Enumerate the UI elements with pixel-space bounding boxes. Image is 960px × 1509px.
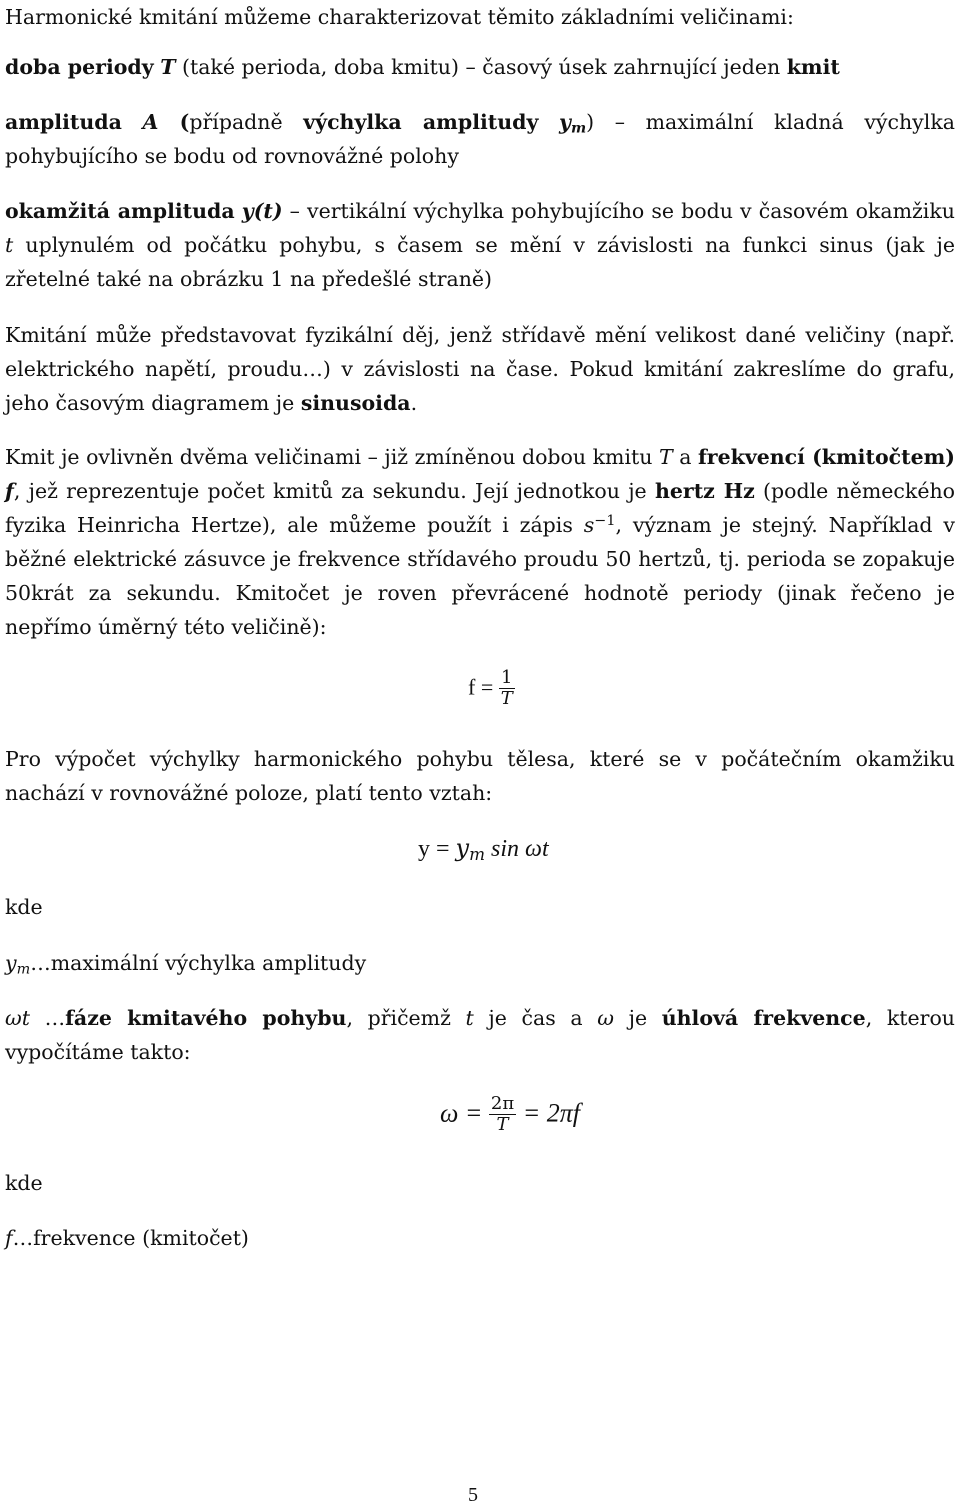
kde-1-text: kde [5,895,43,919]
kmit-sym-s: s [583,513,595,537]
formula1-fraction [499,668,515,709]
formula1-lhs: f = [468,674,499,700]
intro-text: Harmonické kmitání můžeme charakterizovat těmito základními veličinami: [5,5,794,29]
wt-text-3: je [613,1006,662,1030]
wt-sym-t: t [465,1006,474,1030]
kde-label-2 [5,1166,955,1200]
wt-definition [5,1001,955,1069]
instant-text-2: uplynulém od počátku pohybu, s časem se mění v závislosti na funkci sinus (jak je zřetelné také na obrázku 1 na předešlé straně) [5,233,955,291]
page-number: 5 [468,1484,478,1506]
period-text: (také perioda, doba kmitu) – časový úsek zahrnující jeden [175,55,787,79]
period-symbol: T [160,55,176,79]
kde-label-1 [5,890,955,924]
instant-sym-t: t [5,233,14,257]
instant-symbol: y(t) [241,199,283,223]
kmitani-paragraph [5,318,955,420]
amplitude-paren: ( [158,110,190,134]
instant-term: okamžitá amplituda [5,199,235,223]
uhlova-term: úhlová frekvence [661,1006,866,1030]
instant-text-1: – vertikální výchylka pohybujícího se bodu v časovém okamžiku [282,199,955,223]
formula-angular-frequency [440,1094,580,1135]
ym-y: y [5,951,17,975]
period-kmit: kmit [786,55,840,79]
wt-symbol: ωt [5,1006,30,1030]
amplitude-text: ) – maximální kladná výchylka pohybujícího se bodu od rovnovážné polohy [5,110,955,168]
amplitude-sym-y [559,110,587,137]
ym-text: …maximální výchylka amplitudy [30,951,367,975]
kmit-sym-T: T [659,445,673,469]
formula2-sub: m [469,844,486,865]
kmit-paragraph [5,440,955,644]
period-term: doba periody [5,55,154,79]
wt-text-1: , přičemž [346,1006,466,1030]
amplitude-y-sub: m [570,120,587,137]
f-symbol: f [5,1226,13,1250]
ym-sub: m [16,961,31,978]
kmitani-end: . [410,391,418,415]
kmit-sup: −1 [594,512,616,529]
wt-dots: … [29,1006,66,1030]
formula3-fraction [489,1094,516,1135]
amplitude-y: y [559,110,571,134]
amplitude-term: amplituda [5,110,122,134]
sinusoida-term: sinusoida [300,391,411,415]
kde-2-text: kde [5,1171,43,1195]
vypocet-text: Pro výpočet výchylky harmonického pohybu tělesa, které se v počátečním okamžiku nachází v rovnovážné poloze, platí tento vztah: [5,747,955,805]
frequency-term: frekvencí (kmitočtem) [697,445,955,469]
amplitude-alt-term: výchylka amplitudy [303,110,539,134]
kmit-text-3: , jež reprezentuje počet kmitů za sekundu. Její jednotkou je [13,479,655,503]
amplitude-symbol: A [142,110,159,134]
kmit-text-5: , význam je stejný. Například v běžné elektrické zásuvce je frekvence střídavého proudu 50 hertzů, tj. perioda se zopakuje 50krát za sekundu. Kmitočet je roven převrácené hodnotě periody (jinak řečeno je nepřímo úměrný této veličině): [5,513,956,639]
f-definition [5,1221,955,1255]
wt-text-2: je čas a [473,1006,598,1030]
f-text: …frekvence (kmitočet) [12,1226,249,1250]
kmit-text-4: (podle německého fyzika Heinricha Hertze), ale můžeme použít i zápis [5,479,956,537]
wt-sym-w: ω [597,1006,614,1030]
kmit-sym-f: f [5,479,14,503]
ym-definition [5,946,955,980]
amplitude-alt-prefix: případně [189,110,304,134]
intro-line [5,0,955,34]
hertz-term: hertz Hz [654,479,755,503]
formula3-denominator: T [489,1114,516,1135]
amplitude-definition [5,105,955,173]
formula2-ym [455,834,486,865]
formula3-rhs: = 2πf [516,1098,580,1128]
period-definition [5,50,955,84]
formula1-numerator: 1 [501,667,513,688]
formula1-denominator: T [500,688,513,709]
formula2-rhs: sin ωt [485,836,549,862]
formula-displacement [418,834,549,863]
ym-symbol [5,951,31,978]
kmit-text-1: Kmit je ovlivněn dvěma veličinami – již zmíněnou dobou kmitu [5,445,659,469]
formula3-numerator: 2π [490,1093,515,1114]
formula2-y: y [455,834,470,862]
formula3-lhs: ω = [440,1098,489,1128]
instant-amplitude-definition [5,194,955,296]
formula-frequency [468,668,515,709]
kmitani-text: Kmitání může představovat fyzikální děj, jenž střídavě mění velikost dané veličiny (např. elektrického napětí, proudu…) v závislosti na čase. Pokud kmitání zakreslíme do grafu, jeho časovým diagramem je [5,323,955,415]
formula2-lhs: y = [418,836,456,862]
kmit-text-2: a [672,445,698,469]
vypocet-paragraph [5,742,955,810]
wt-text-4: , kterou vypočítáme takto: [5,1006,955,1064]
faze-term: fáze kmitavého pohybu [65,1006,347,1030]
